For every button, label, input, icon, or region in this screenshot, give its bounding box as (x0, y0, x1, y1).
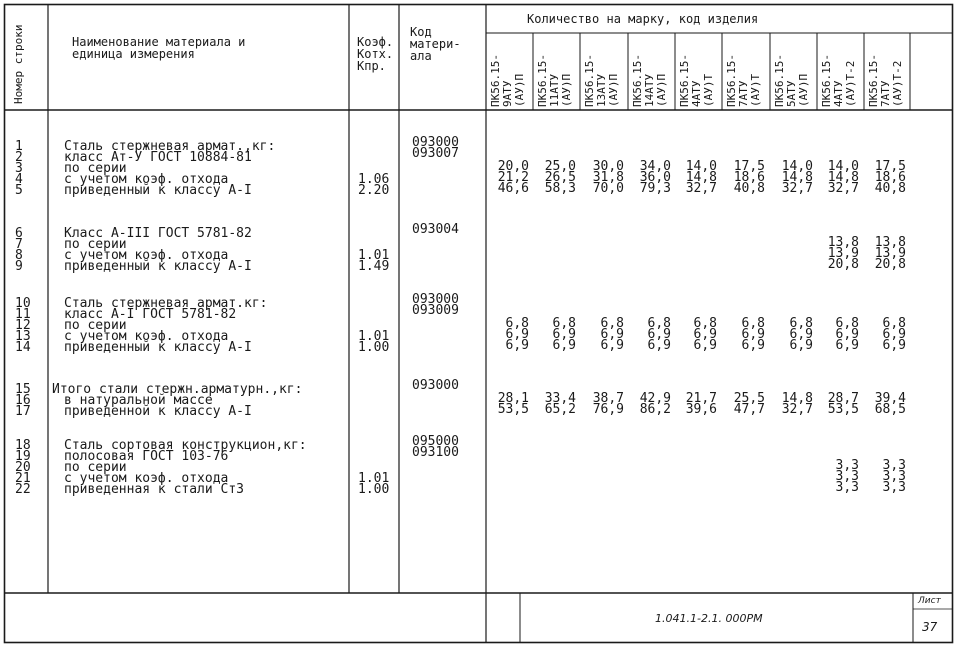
quantity-cell: 46,6 (497, 181, 529, 196)
quantity-cell: 36,0 (639, 170, 671, 185)
quantity-cell: 18,6 (874, 170, 906, 185)
column-header-2-line-2: 11АТУ (548, 73, 561, 107)
material-code: 093004 (412, 222, 459, 237)
column-header-5-line-3: (АУ)Т (702, 73, 715, 107)
coefficient-value: 1.06 (358, 172, 390, 187)
quantity-cell: 18,6 (733, 170, 765, 185)
quantity-cell: 6,9 (600, 327, 624, 342)
coefficient-value: 1.01 (358, 248, 390, 263)
quantity-cell: 20,8 (874, 257, 906, 272)
coefficient-value: 1.00 (358, 482, 390, 497)
material-line: по серии (64, 237, 127, 252)
quantity-cell: 40,8 (874, 181, 906, 196)
quantity-cell: 6,8 (882, 316, 906, 331)
column-header-8-line-3: (АУ)Т-2 (844, 60, 857, 107)
quantity-cell: 3,3 (835, 469, 859, 484)
row-number: 15 (15, 382, 31, 397)
quantity-cell: 28,1 (497, 391, 529, 406)
code-header-line3: ала (410, 49, 432, 63)
quantity-cell: 6,9 (647, 327, 671, 342)
quantity-cell: 6,8 (600, 316, 624, 331)
row-number: 14 (15, 340, 31, 355)
quantity-cell: 3,3 (882, 458, 906, 473)
quantity-cell: 6,9 (647, 338, 671, 353)
quantity-cell: 65,2 (544, 402, 576, 417)
quantity-cell: 79,3 (639, 181, 671, 196)
material-line: Сталь сортовая конструкцион,кг: (64, 438, 307, 453)
row-number: 22 (15, 482, 31, 497)
coefficient-value: 1.49 (358, 259, 390, 274)
row-number: 11 (15, 307, 31, 322)
document-code: 1.041.1-2.1. 000РМ (655, 612, 763, 625)
row-number: 9 (15, 259, 23, 274)
quantity-cell: 13,8 (827, 235, 859, 250)
material-code: 093000 (412, 135, 459, 150)
material-line: в натуральной массе (64, 393, 213, 408)
quantity-cell: 14,0 (781, 159, 813, 174)
quantity-cell: 68,5 (874, 402, 906, 417)
material-line: с учетом коэф. отхода (64, 471, 229, 486)
quantity-cell: 17,5 (874, 159, 906, 174)
material-code: 093007 (412, 146, 459, 161)
quantity-cell: 6,8 (693, 316, 717, 331)
quantity-cell: 32,7 (781, 402, 813, 417)
coef-header-line1: Коэф. (357, 35, 394, 49)
row-number: 3 (15, 161, 23, 176)
material-line: по серии (64, 318, 127, 333)
column-header-3-line-3: (АУ)П (607, 73, 620, 107)
quantity-cell: 32,7 (685, 181, 717, 196)
quantity-cell: 3,3 (835, 480, 859, 495)
row-number-header: Номер строки (12, 24, 25, 104)
coef-header-line3: Кпр. (357, 59, 386, 73)
column-header-3-line-2: 13АТУ (595, 73, 608, 107)
quantity-cell: 3,3 (882, 469, 906, 484)
material-code: 095000 (412, 434, 459, 449)
column-header-1-line-1: ПК56.15- (489, 54, 502, 107)
quantity-cell: 6,9 (741, 338, 765, 353)
column-header-5-line-2: 4АТУ (690, 80, 703, 107)
column-header-7-line-1: ПК56.15- (773, 54, 786, 107)
quantity-cell: 3,3 (882, 480, 906, 495)
material-line: полосовая ГОСТ 103-76 (64, 449, 229, 464)
material-line: Сталь стержневая армат.кг: (64, 296, 268, 311)
quantity-cell: 14,8 (827, 170, 859, 185)
quantity-cell: 6,9 (693, 327, 717, 342)
quantity-cell: 42,9 (639, 391, 671, 406)
quantity-cell: 6,9 (600, 338, 624, 353)
quantity-cell: 6,8 (647, 316, 671, 331)
quantity-cell: 21,2 (497, 170, 529, 185)
material-line: по серии (64, 161, 127, 176)
column-header-7-line-3: (АУ)П (797, 73, 810, 107)
quantity-cell: 33,4 (544, 391, 576, 406)
code-header-line2: матери- (410, 37, 461, 51)
column-header-2-line-1: ПК56.15- (536, 54, 549, 107)
quantity-cell: 14,0 (827, 159, 859, 174)
quantity-cell: 6,9 (789, 327, 813, 342)
column-header-6-line-1: ПК56.15- (725, 54, 738, 107)
quantity-cell: 31,8 (592, 170, 624, 185)
quantity-cell: 6,9 (505, 338, 529, 353)
quantity-cell: 17,5 (733, 159, 765, 174)
column-header-2-line-3: (АУ)П (560, 73, 573, 107)
coefficient-value: 2.20 (358, 183, 390, 198)
quantity-cell: 6,9 (693, 338, 717, 353)
material-line: приведенная к стали Ст3 (64, 482, 245, 497)
quantity-cell: 14,0 (685, 159, 717, 174)
quantity-cell: 6,9 (741, 327, 765, 342)
quantity-cell: 40,8 (733, 181, 765, 196)
quantity-cell: 53,5 (497, 402, 529, 417)
column-header-1-line-2: 9АТУ (501, 80, 514, 107)
column-header-4-line-3: (АУ)П (655, 73, 668, 107)
coef-header-line2: Котх. (357, 47, 394, 61)
coefficient-value: 1.01 (358, 329, 390, 344)
quantity-cell: 32,7 (827, 181, 859, 196)
material-line: приведенный к классу А-I (64, 259, 252, 274)
row-number: 6 (15, 226, 23, 241)
material-line: с учетом коэф. отхода (64, 329, 229, 344)
material-line: приведенной к классу А-I (64, 404, 252, 419)
column-header-4-line-2: 14АТУ (643, 73, 656, 107)
quantity-cell: 26,5 (544, 170, 576, 185)
material-line: приведенный к классу А-I (64, 183, 252, 198)
row-number: 19 (15, 449, 31, 464)
row-number: 7 (15, 237, 23, 252)
quantity-cell: 76,9 (592, 402, 624, 417)
row-number: 4 (15, 172, 23, 187)
column-header-3-line-1: ПК56.15- (583, 54, 596, 107)
row-number: 1 (15, 139, 23, 154)
row-number: 21 (15, 471, 31, 486)
material-code: 093000 (412, 292, 459, 307)
row-number: 10 (15, 296, 31, 311)
quantity-cell: 34,0 (639, 159, 671, 174)
quantity-cell: 53,5 (827, 402, 859, 417)
column-header-4-line-1: ПК56.15- (631, 54, 644, 107)
row-number: 17 (15, 404, 31, 419)
column-header-1-line-3: (АУ)П (513, 73, 526, 107)
quantity-cell: 6,9 (835, 327, 859, 342)
row-number: 20 (15, 460, 31, 475)
quantity-cell: 13,8 (874, 235, 906, 250)
quantity-cell: 32,7 (781, 181, 813, 196)
quantity-cell: 6,9 (835, 338, 859, 353)
material-code: 093009 (412, 303, 459, 318)
coefficient-value: 1.01 (358, 471, 390, 486)
column-header-6-line-3: (АУ)Т (749, 73, 762, 107)
column-header-6-line-2: 7АТУ (737, 80, 750, 107)
column-header-9-line-1: ПК56.15- (867, 54, 880, 107)
quantity-cell: 14,8 (781, 391, 813, 406)
quantity-cell: 6,9 (552, 327, 576, 342)
material-line: по серии (64, 460, 127, 475)
column-header-5-line-1: ПК56.15- (678, 54, 691, 107)
quantity-cell: 70,0 (592, 181, 624, 196)
quantity-cell: 6,8 (505, 316, 529, 331)
coefficient-value: 1.00 (358, 340, 390, 355)
quantity-cell: 13,9 (827, 246, 859, 261)
material-line: Итого стали стержн.арматурн.,кг: (52, 382, 303, 397)
quantity-cell: 3,3 (835, 458, 859, 473)
quantity-cell: 14,8 (781, 170, 813, 185)
quantity-cell: 6,9 (789, 338, 813, 353)
material-header-line1: Наименование материала и (72, 35, 246, 49)
quantity-cell: 6,9 (882, 327, 906, 342)
quantity-cell: 6,8 (789, 316, 813, 331)
quantity-cell: 13,9 (874, 246, 906, 261)
material-line: с учетом коэф. отхода (64, 248, 229, 263)
material-line: с учетом коэф. отхода (64, 172, 229, 187)
row-number: 2 (15, 150, 23, 165)
quantity-cell: 20,8 (827, 257, 859, 272)
material-line: класс А-I ГОСТ 5781-82 (64, 307, 237, 322)
quantity-cell: 86,2 (639, 402, 671, 417)
material-line: приведенный к классу А-I (64, 340, 252, 355)
quantity-cell: 6,9 (505, 327, 529, 342)
column-header-9-line-2: 7АТУ (879, 80, 892, 107)
material-line: класс Ат-У ГОСТ 10884-81 (64, 150, 252, 165)
row-number: 13 (15, 329, 31, 344)
row-number: 8 (15, 248, 23, 263)
quantity-cell: 6,9 (882, 338, 906, 353)
quantity-cell: 6,8 (741, 316, 765, 331)
row-number: 16 (15, 393, 31, 408)
quantity-cell: 25,5 (733, 391, 765, 406)
quantity-cell: 30,0 (592, 159, 624, 174)
quantity-cell: 6,8 (552, 316, 576, 331)
quantity-cell: 14,8 (685, 170, 717, 185)
quantity-cell: 20,0 (497, 159, 529, 174)
column-header-9-line-3: (АУ)Т-2 (891, 60, 904, 107)
quantity-cell: 47,7 (733, 402, 765, 417)
material-code: 093100 (412, 445, 459, 460)
quantity-cell: 25,0 (544, 159, 576, 174)
quantity-cell: 6,9 (552, 338, 576, 353)
quantity-cell: 39,6 (685, 402, 717, 417)
column-header-7-line-2: 5АТУ (785, 80, 798, 107)
quantity-cell: 39,4 (874, 391, 906, 406)
material-code: 093000 (412, 378, 459, 393)
row-number: 5 (15, 183, 23, 198)
sheet-number: 37 (922, 620, 938, 634)
quantity-cell: 28,7 (827, 391, 859, 406)
quantity-cell: 6,8 (835, 316, 859, 331)
sheet-label: Лист (918, 596, 941, 606)
row-number: 18 (15, 438, 31, 453)
material-header-line2: единица измерения (72, 47, 195, 61)
quantity-cell: 38,7 (592, 391, 624, 406)
code-header-line1: Код (410, 25, 432, 39)
row-number: 12 (15, 318, 31, 333)
column-header-8-line-1: ПК56.15- (820, 54, 833, 107)
quantity-cell: 58,3 (544, 181, 576, 196)
material-line: Класс А-III ГОСТ 5781-82 (64, 226, 252, 241)
material-line: Сталь стержневая армат.,кг: (64, 139, 276, 154)
column-header-8-line-2: 4АТУ (832, 80, 845, 107)
quantity-header: Количество на марку, код изделия (527, 12, 759, 26)
quantity-cell: 21,7 (685, 391, 717, 406)
